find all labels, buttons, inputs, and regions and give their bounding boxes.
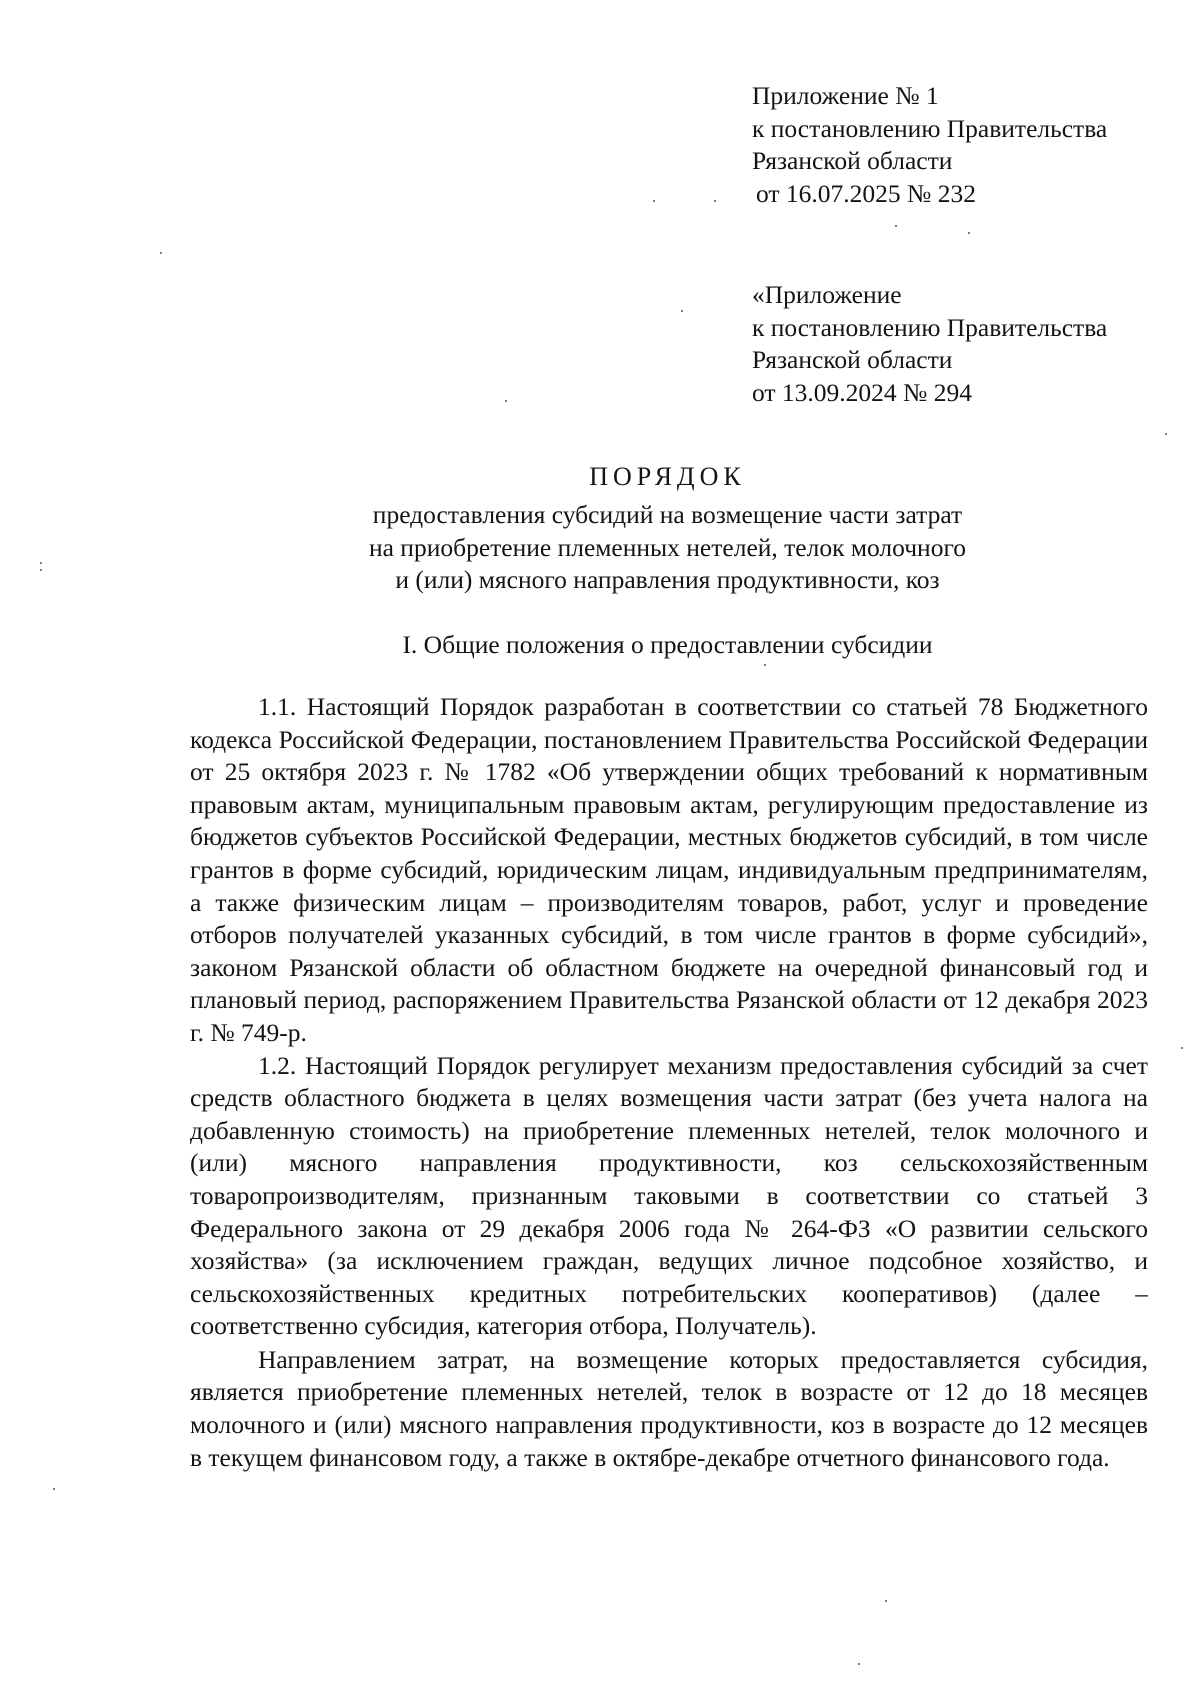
scan-speck [681, 310, 683, 312]
scan-speck [968, 232, 970, 234]
annex-original-header [752, 279, 1172, 409]
subtitle-line: предоставления субсидий на возмещение части затрат [372, 500, 963, 529]
scan-speck [858, 1663, 860, 1665]
annex-current-line: к постановлению Правительства [752, 113, 1108, 143]
scan-speck [40, 569, 42, 571]
document-subtitle [190, 499, 1145, 597]
section-title: I. Общие положения о предоставлении субсидии [402, 630, 933, 659]
paragraph-1-1: 1.1. Настоящий Порядок разработан в соответствии со статьей 78 Бюджетного кодекса Российской Федерации, постановлением Правительства Российской Федерации от 25 октября 2023 г. № 1782 «Об утверждении общих требований к нормативным правовым актам, муниципальным правовым актам, регулирующим предоставление из бюджетов субъектов Российской Федерации, местных бюджетов субсидий, в том числе грантов в форме субсидий, юридическим лицам, индивидуальным предпринимателям, а также физическим лицам – производителям товаров, работ, услуг и проведение отборов получателей указанных субсидий, в том числе грантов в форме субсидий», законом Рязанской области об областном бюджете на очередной финансовый год и плановый период, распоряжением Правительства Рязанской области от 12 декабря 2023 г. № 749-р. [190, 692, 1148, 1047]
annex-current-line: от 16.07.2025 № 232 [756, 178, 977, 208]
subtitle-line: и (или) мясного направления продуктивности, коз [395, 565, 940, 594]
annex-current-line: Приложение № 1 [752, 81, 939, 110]
annex-current-header [752, 80, 1172, 210]
paragraph-1-2: 1.2. Настоящий Порядок регулирует механизм предоставления субсидий за счет средств областного бюджета в целях возмещения части затрат (без учета налога на добавленную стоимость) на приобретение племенных нетелей, телок молочного и (или) мясного направления продуктивности, коз сельскохозяйственным товаропроизводителям, признанным таковыми в соответствии со статьей 3 Федерального закона от 29 декабря 2006 года № 264-ФЗ «О развитии сельского хозяйства» (за исключением граждан, ведущих личное подсобное хозяйство, и сельскохозяйственных кредитных потребительских кооперативов) (далее – соответственно субсидия, категория отбора, Получатель). [190, 1050, 1148, 1341]
document-body [190, 691, 1148, 1474]
document-title: ПОРЯДОК [589, 462, 746, 491]
scan-speck [885, 1600, 887, 1602]
scan-speck [40, 562, 42, 564]
scan-speck [505, 400, 507, 402]
annex-original-line: Рязанской области [752, 345, 953, 374]
annex-original-line: от 13.09.2024 № 294 [752, 377, 973, 407]
scan-speck [653, 200, 655, 202]
subtitle-line: на приобретение племенных нетелей, телок молочного [368, 532, 967, 562]
scan-speck [1165, 433, 1167, 435]
annex-current-line: Рязанской области [752, 146, 953, 175]
annex-original-line: «Приложение [752, 280, 902, 309]
scan-speck [1181, 1047, 1183, 1049]
paragraph-cost-direction: Направлением затрат, на возмещение которых предоставляется субсидия, является приобретение племенных нетелей, телок в возрасте от 12 до 18 месяцев молочного и (или) мясного направления продуктивности, коз в возрасте до 12 месяцев в текущем финансовом году, а также в октябре-декабре отчетного финансового года. [190, 1344, 1148, 1472]
scan-speck [764, 664, 766, 666]
scan-speck [160, 252, 162, 254]
scan-speck [53, 1488, 55, 1490]
scan-speck [895, 225, 897, 227]
scan-speck [714, 200, 716, 202]
annex-original-line: к постановлению Правительства [752, 312, 1108, 342]
